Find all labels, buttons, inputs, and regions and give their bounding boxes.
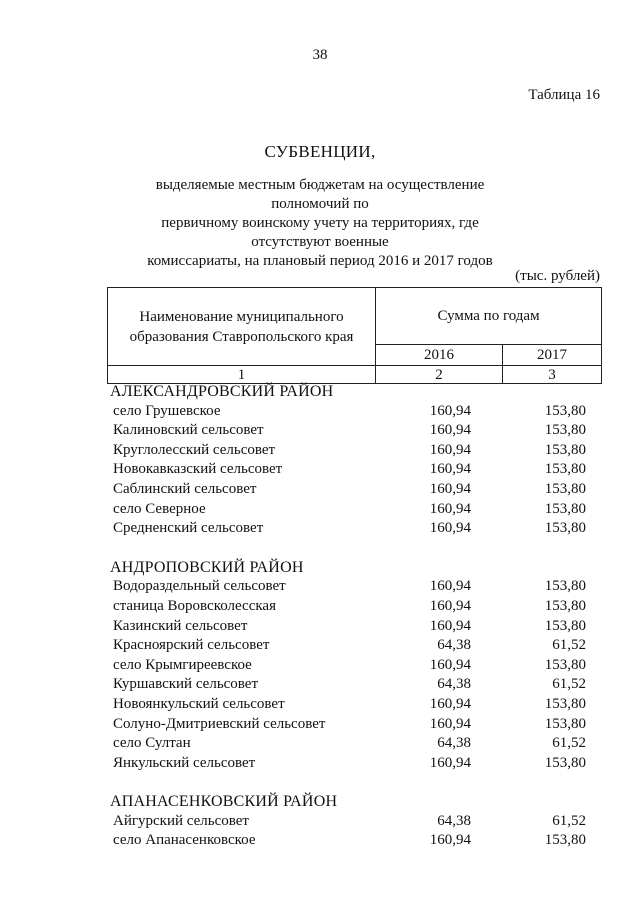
amount-2017: 153,80 [544,754,586,771]
municipality-name: Красноярский сельсовет [113,637,270,654]
municipality-name: Саблинский сельсовет [113,480,257,497]
amount-2017: 153,80 [544,500,586,517]
amount-2016: 160,94 [429,402,471,419]
subtitle-line: первичному воинскому учету на территориях, где отсутствуют военные [161,215,479,250]
municipality-name: Новоянкульский сельсовет [113,695,285,712]
section-spacer [110,773,610,792]
amount-2017: 153,80 [544,656,586,673]
document-title: СУБВЕНЦИИ, [264,142,376,161]
table-row [110,441,610,461]
municipality-name: село Султан [113,735,191,752]
district-name: АЛЕКСАНДРОВСКИЙ РАЙОН [110,383,334,400]
municipality-name: село Крымгиреевское [113,656,252,673]
amount-2017: 61,52 [552,812,586,829]
table-row [110,460,610,480]
municipality-name: Куршавский сельсовет [113,676,259,693]
column-index-3: 3 [503,366,602,384]
amount-2017: 153,80 [544,520,586,537]
header-sum-column: Сумма по годам [376,288,602,345]
table-row [110,734,610,754]
amount-2016: 160,94 [429,715,471,732]
amount-2017: 153,80 [544,441,586,458]
table-row [110,812,610,832]
header-year-2016: 2016 [376,345,503,366]
units-note: (тыс. рублей) [515,268,600,284]
amount-2017: 153,80 [544,695,586,712]
amount-2017: 153,80 [544,715,586,732]
amount-2017: 153,80 [544,578,586,595]
municipality-name: Круглолесский сельсовет [113,441,276,458]
amount-2016: 160,94 [429,656,471,673]
amount-2016: 160,94 [429,422,471,439]
header-name-line: образования Ставропольского края [129,328,354,345]
amount-2016: 160,94 [429,695,471,712]
municipality-name: Водораздельный сельсовет [113,578,286,595]
column-index-2: 2 [376,366,503,384]
municipality-name: село Грушевское [113,402,221,419]
municipality-name: Айгурский сельсовет [113,812,249,829]
column-index-1: 1 [108,366,376,384]
municipality-name: Калиновский сельсовет [113,422,264,439]
table-row [110,695,610,715]
district-row [110,792,610,812]
amount-2017: 153,80 [544,597,586,614]
municipality-name: Средненский сельсовет [113,520,264,537]
municipality-name: село Апанасенковское [113,832,256,849]
amount-2016: 64,38 [437,735,471,752]
table-header [107,287,602,384]
municipality-name: Новокавказский сельсовет [113,461,283,478]
header-name-column [108,288,376,366]
table-row [110,675,610,695]
district-row [110,382,610,402]
header-name-line: Наименование муниципального [139,308,344,325]
amount-2016: 160,94 [429,578,471,595]
table-body [110,382,610,851]
table-row [110,636,610,656]
section-spacer [110,539,610,558]
table-row [110,597,610,617]
amount-2016: 160,94 [429,500,471,517]
district-name: АПАНАСЕНКОВСКИЙ РАЙОН [110,793,338,811]
amount-2016: 64,38 [437,676,471,693]
subtitle-line: комиссариаты, на плановый период 2016 и 2017 годов [147,253,493,269]
table-label: Таблица 16 [528,87,600,103]
table-row [110,715,610,735]
municipality-name: станица Воровсколесская [113,597,276,614]
amount-2016: 64,38 [437,812,471,829]
page-number: 38 [312,47,328,63]
table-row [110,402,610,422]
table-row [110,480,610,500]
amount-2016: 160,94 [429,832,471,849]
amount-2017: 61,52 [552,676,586,693]
municipality-name: Казинский сельсовет [113,617,248,634]
municipality-name: село Северное [113,500,206,517]
district-name: АНДРОПОВСКИЙ РАЙОН [110,558,304,576]
amount-2016: 160,94 [429,480,471,497]
amount-2017: 61,52 [552,735,586,752]
table-row [110,421,610,441]
table-row [110,754,610,774]
table-row [110,656,610,676]
amount-2017: 153,80 [544,422,586,439]
municipality-name: Янкульский сельсовет [113,754,256,771]
table-row [110,577,610,597]
municipality-name: Солуно-Дмитриевский сельсовет [113,715,326,732]
amount-2017: 153,80 [544,480,586,497]
table-row [110,519,610,539]
amount-2017: 153,80 [544,617,586,634]
district-row [110,558,610,578]
amount-2017: 153,80 [544,402,586,419]
amount-2017: 153,80 [544,832,586,849]
amount-2016: 160,94 [429,441,471,458]
amount-2017: 153,80 [544,461,586,478]
table-row [110,500,610,520]
header-year-2017: 2017 [503,345,602,366]
amount-2016: 160,94 [429,520,471,537]
amount-2016: 160,94 [429,617,471,634]
document-subtitle [130,176,510,271]
amount-2016: 64,38 [437,637,471,654]
amount-2016: 160,94 [429,597,471,614]
amount-2017: 61,52 [552,637,586,654]
table-row [110,617,610,637]
subtitle-line: выделяемые местным бюджетам на осуществление полномочий по [155,177,485,212]
table-row [110,831,610,851]
amount-2016: 160,94 [429,754,471,771]
amount-2016: 160,94 [429,461,471,478]
